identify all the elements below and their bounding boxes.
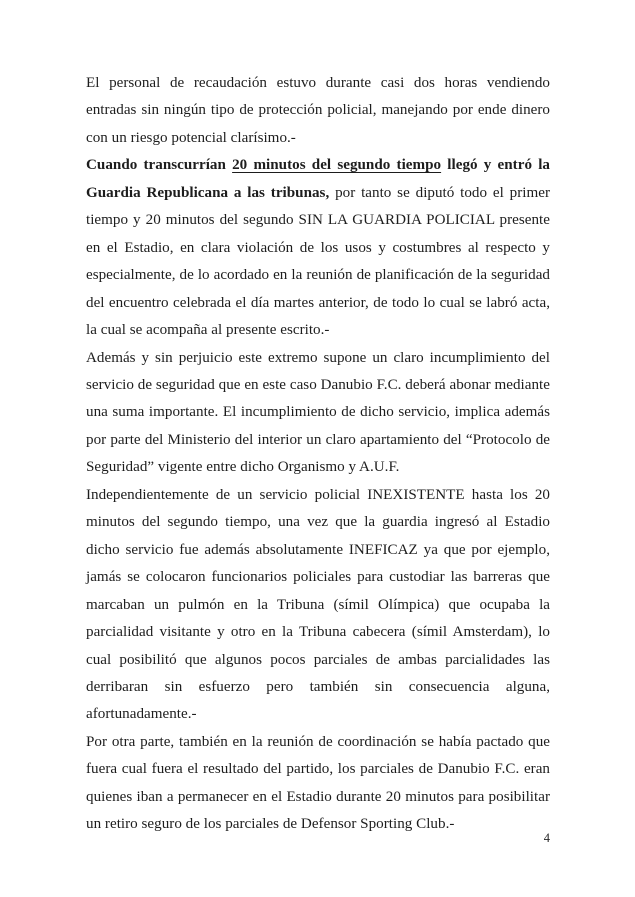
paragraph-1: El personal de recaudación estuvo durante casi dos horas vendiendo entradas sin ningún tipo de protección policial, manejando por ende dinero con un riesgo potencial clarísimo.-	[86, 75, 550, 146]
paragraph-2-bold-lead-b: llegó y entró la Guardia Republicana a las tribunas,	[86, 157, 550, 201]
paragraph-5: Por otra parte, también en la reunión de coordinación se había pactado que fuera cual fuera el resultado del partido, los parciales de Danubio F.C. eran quienes iban a permanecer en el Estadio durante 20 minutos para posibilitar un retiro seguro de los parciales de Defensor Sporting Club.-	[86, 733, 550, 833]
paragraph-2	[86, 152, 550, 344]
page-number: 4	[543, 831, 550, 845]
paragraph-2-underlined-phrase: 20 minutos del segundo tiempo	[232, 157, 442, 174]
paragraph-3: Además y sin perjuicio este extremo supone un claro incumplimiento del servicio de seguridad que en este caso Danubio F.C. deberá abonar mediante una suma importante. El incumplimiento de dicho servicio, implica además por parte del Ministerio del interior un claro apartamiento del “Protocolo de Seguridad” vigente entre dicho Organismo y A.U.F.	[86, 349, 550, 476]
paragraph-2-bold-lead-a: Cuando transcurrían	[86, 157, 233, 174]
document-body	[86, 70, 550, 839]
paragraph-4: Independientemente de un servicio policial INEXISTENTE hasta los 20 minutos del segundo tiempo, una vez que la guardia ingresó al Estadio dicho servicio fue además absolutamente INEFICAZ ya que por ejemplo, jamás se colocaron funcionarios policiales para custodiar las barreras que marcaban un pulmón en la Tribuna (símil Olímpica) que ocupaba la parcialidad visitante y otro en la Tribuna cabecera (símil Amsterdam), lo cual posibilitó que algunos pocos parciales de ambas parcialidades las derribaran sin esfuerzo pero también sin consecuencia alguna, afortunadamente.-	[86, 486, 550, 723]
paragraph-2-rest: por tanto se diputó todo el primer tiempo y 20 minutos del segundo SIN LA GUARDIA POLICIAL presente en el Estadio, en clara violación de los usos y costumbres al respecto y especialmente, de lo acordado en la reunión de planificación de la seguridad del encuentro celebrada el día martes anterior, de todo lo cual se labró acta, la cual se acompaña al presente escrito.-	[86, 184, 550, 339]
